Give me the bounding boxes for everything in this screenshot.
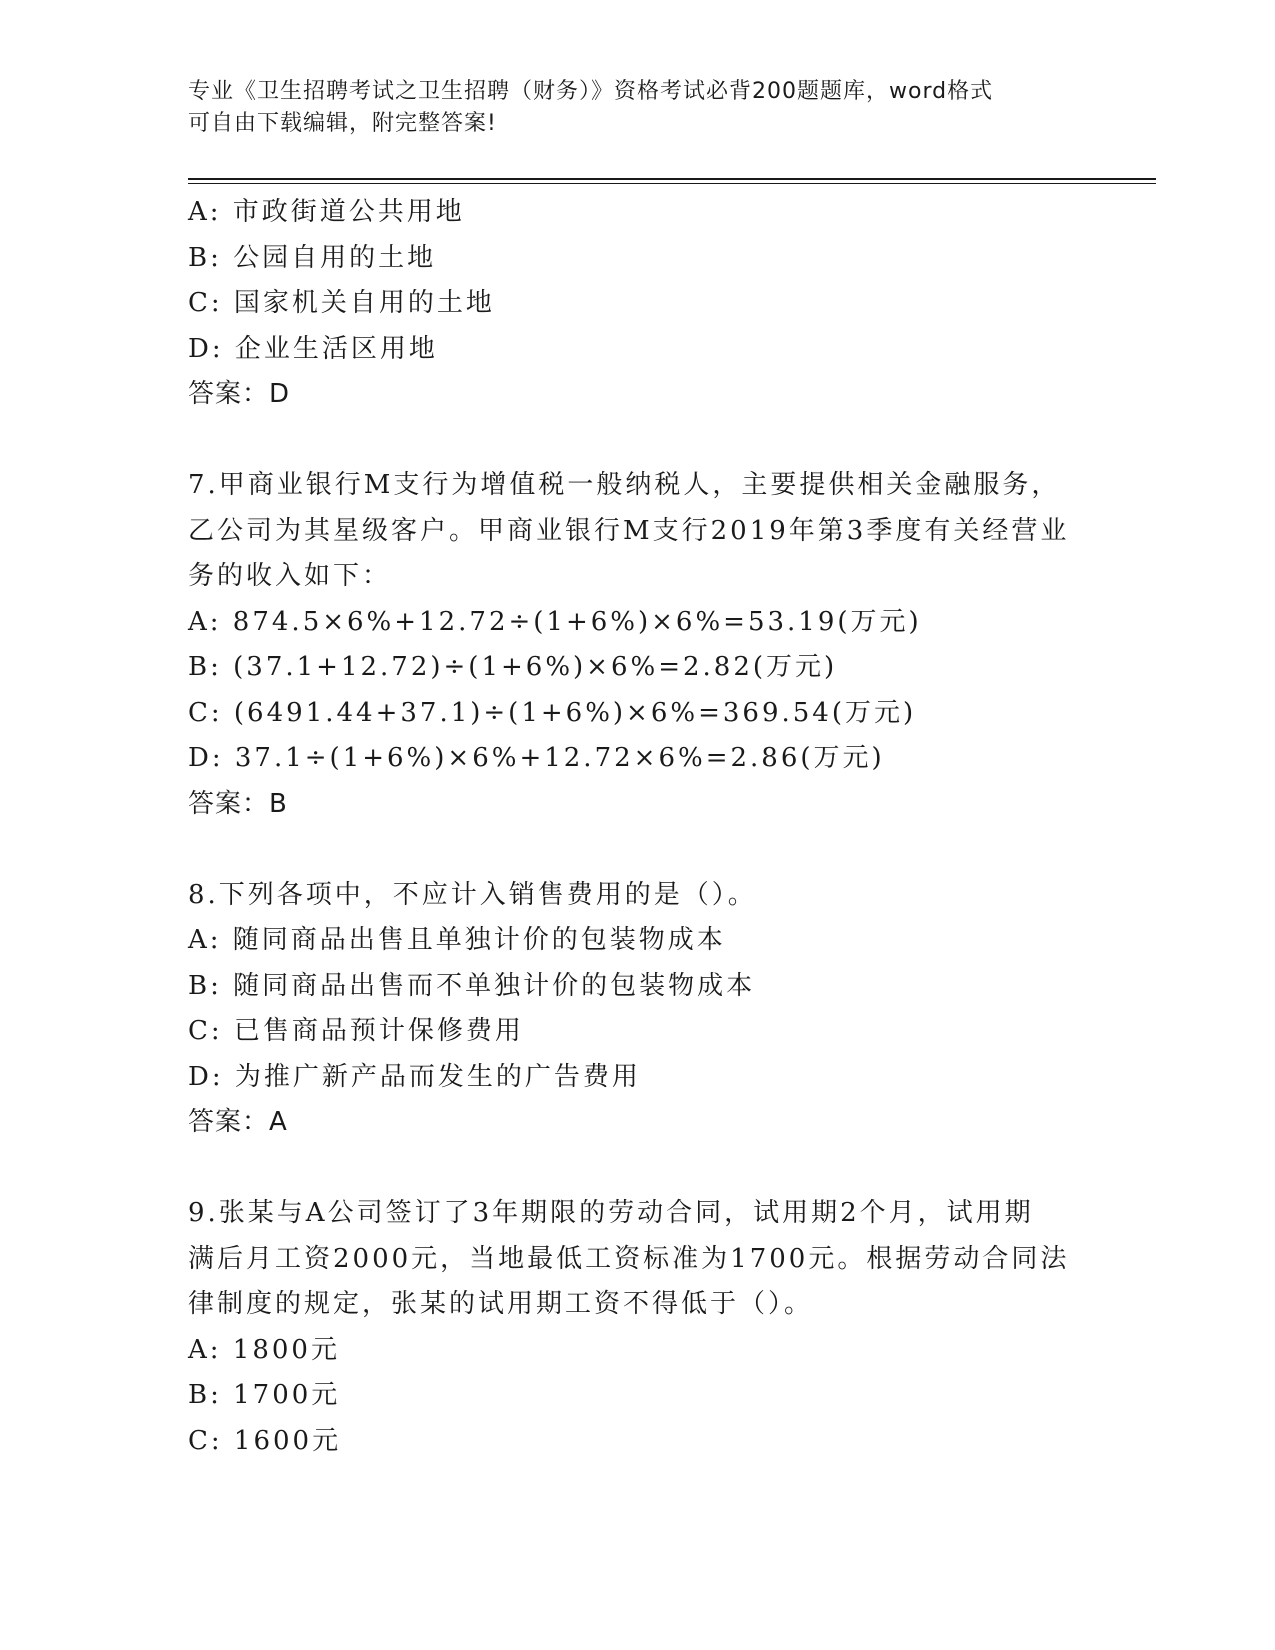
answer-line: 答案：A (188, 1107, 288, 1137)
option-line: D: 37.1÷(1+6%)×6%+12.72×6%=2.86(万元) (188, 743, 885, 773)
option-line: A: 市政街道公共用地 (188, 197, 465, 227)
question-block (188, 463, 1088, 827)
option-line: B: 1700元 (188, 1380, 341, 1410)
question-text-line: 乙公司为其星级客户。甲商业银行M支行2019年第3季度有关经营业 (188, 515, 1070, 546)
option-line: B: (37.1+12.72)÷(1+6%)×6%=2.82(万元) (188, 652, 838, 682)
option-line: A: 1800元 (188, 1334, 340, 1365)
header-line-1: 专业《卫生招聘考试之卫生招聘（财务）》资格考试必背200题题库，word格式 (188, 79, 994, 104)
question-block (188, 190, 1088, 418)
block-spacer (188, 1146, 1088, 1192)
header-rule-thin (188, 183, 1156, 184)
header-rule-thick (188, 178, 1156, 180)
question-text-line: 满后月工资2000元，当地最低工资标准为1700元。根据劳动合同法 (188, 1243, 1070, 1274)
option-line: A: 874.5×6%+12.72÷(1+6%)×6%=53.19(万元) (188, 606, 922, 637)
option-line: C: 1600元 (188, 1425, 342, 1456)
question-list (188, 190, 1088, 1464)
question-text-line: 9.张某与A公司签订了3年期限的劳动合同，试用期2个月，试用期 (188, 1198, 1034, 1228)
option-line: B: 随同商品出售而不单独计价的包装物成本 (188, 970, 756, 1001)
option-line: B: 公园自用的土地 (188, 242, 437, 273)
answer-line: 答案：D (188, 379, 291, 409)
option-line: C: 已售商品预计保修费用 (188, 1016, 524, 1046)
option-line: C: (6491.44+37.1)÷(1+6%)×6%=369.54(万元) (188, 697, 917, 728)
block-spacer (188, 418, 1088, 464)
page-header (188, 76, 1068, 140)
question-text-line: 8.下列各项中，不应计入销售费用的是（）。 (188, 879, 757, 910)
header-line-2: 可自由下载编辑，附完整答案! (188, 111, 497, 136)
question-block (188, 873, 1088, 1146)
option-line: C: 国家机关自用的土地 (188, 288, 495, 318)
question-text-line: 7.甲商业银行M支行为增值税一般纳税人，主要提供相关金融服务， (188, 470, 1061, 500)
option-line: D: 为推广新产品而发生的广告费用 (188, 1061, 641, 1092)
question-block (188, 1191, 1088, 1464)
answer-line: 答案：B (188, 788, 288, 819)
block-spacer (188, 827, 1088, 873)
option-line: A: 随同商品出售且单独计价的包装物成本 (188, 925, 726, 955)
question-text-line: 务的收入如下： (188, 561, 392, 591)
question-text-line: 律制度的规定，张某的试用期工资不得低于（）。 (188, 1289, 814, 1319)
option-line: D: 企业生活区用地 (188, 333, 438, 364)
